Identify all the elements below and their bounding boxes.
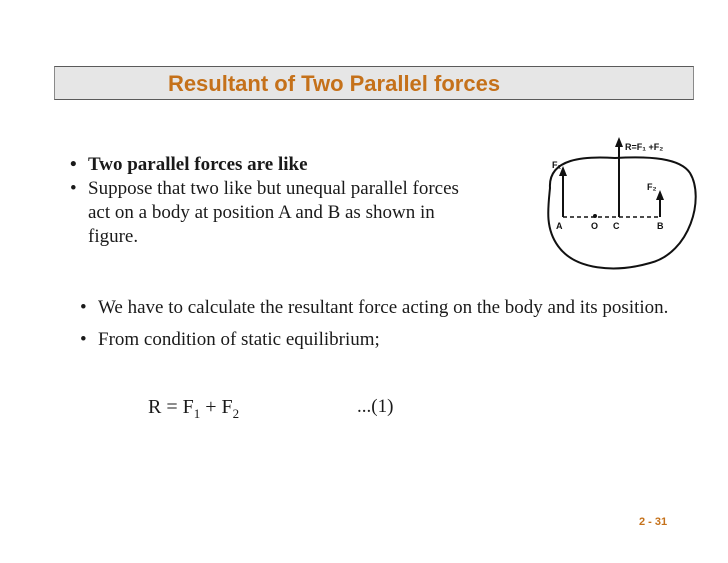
eq-sub1: 1 bbox=[193, 406, 201, 421]
equation-reference: ...(1) bbox=[357, 396, 394, 417]
label-resultant: R=F₁ +F₂ bbox=[625, 142, 664, 152]
resultant-head bbox=[615, 137, 623, 147]
eq-equals: = F bbox=[161, 396, 194, 418]
eq-r: R bbox=[148, 396, 162, 418]
point-o bbox=[593, 214, 597, 218]
title-bar bbox=[54, 66, 694, 100]
top-bullet-list bbox=[70, 153, 480, 249]
slide-title: Resultant of Two Parallel forces bbox=[167, 71, 501, 96]
label-b: B bbox=[657, 221, 664, 231]
body-outline bbox=[548, 157, 695, 268]
label-a: A bbox=[556, 221, 563, 231]
label-f1: F₁ bbox=[552, 160, 562, 170]
label-c: C bbox=[613, 221, 620, 231]
resultant-equation bbox=[148, 396, 239, 422]
page-number: 2 - 31 bbox=[639, 516, 668, 528]
bullet-item: • Two parallel forces are like bbox=[70, 153, 480, 177]
label-f2: F₂ bbox=[647, 182, 657, 192]
parallel-forces-figure bbox=[530, 128, 714, 274]
label-o: O bbox=[591, 221, 599, 231]
bullet-item: • We have to calculate the resultant force acting on the body and its position. bbox=[80, 296, 680, 320]
eq-sub2: 2 bbox=[232, 406, 240, 421]
bullet-item: • Suppose that two like but unequal parallel forces act on a body at position A and B as shown in figure. bbox=[70, 177, 480, 249]
bottom-bullet-list bbox=[80, 296, 680, 360]
eq-plus: + F bbox=[200, 396, 233, 418]
bullet-item: • From condition of static equilibrium; bbox=[80, 328, 680, 352]
force-f2-head bbox=[656, 190, 664, 200]
